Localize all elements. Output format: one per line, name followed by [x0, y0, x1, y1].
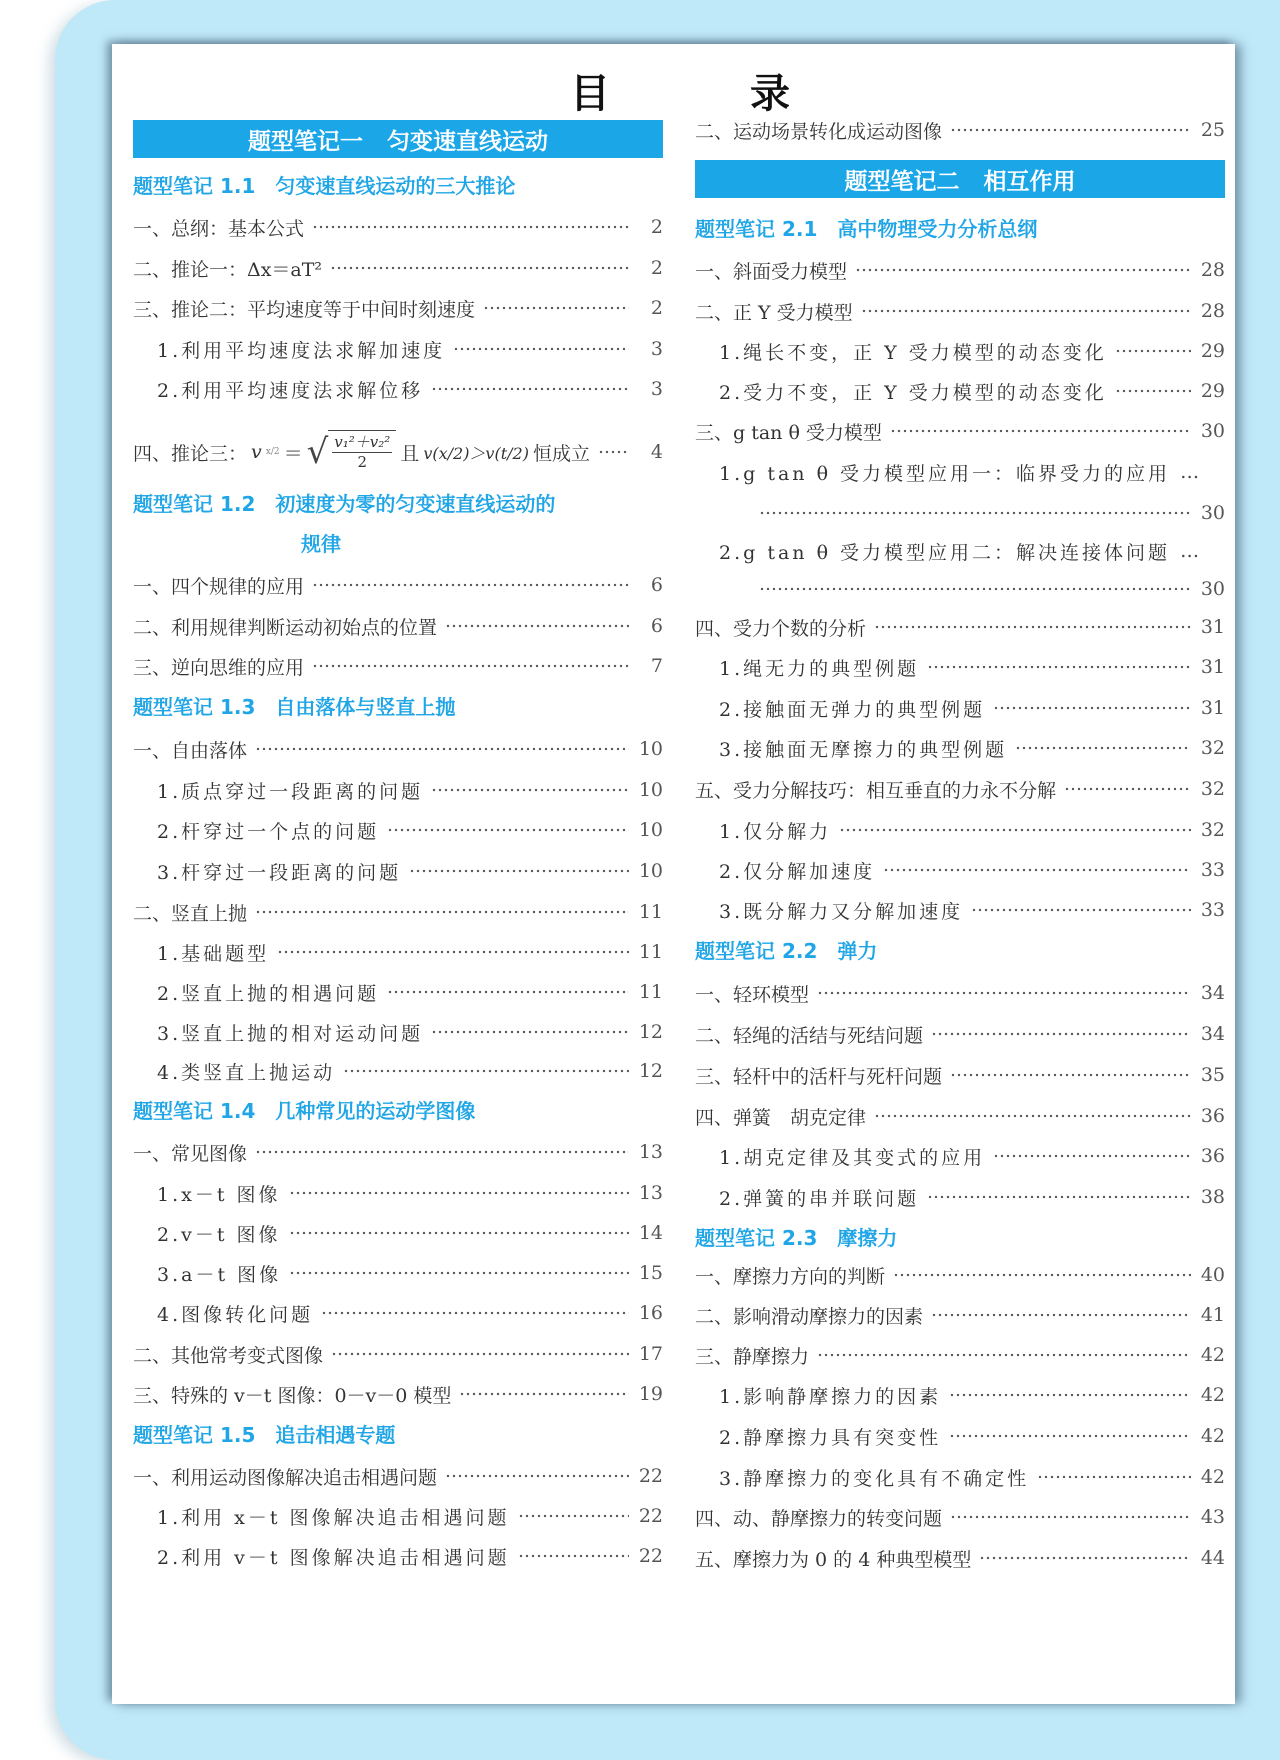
- page-number: 15: [638, 1262, 663, 1284]
- entry-label: 1.利用 x－t 图像解决追击相遇问题: [157, 1506, 510, 1529]
- page-number: 35: [1200, 1064, 1225, 1086]
- leader-dots: [893, 1273, 1191, 1277]
- page-number: 29: [1200, 340, 1225, 362]
- entry-label: 2.利用平均速度法求解位移: [157, 379, 424, 402]
- page-number: 11: [638, 981, 663, 1003]
- leader-dots: [255, 910, 629, 914]
- leader-dots: [321, 1311, 629, 1315]
- leader-dots: [950, 1515, 1191, 1519]
- leader-dots: [1037, 1475, 1191, 1479]
- page-number: 10: [638, 860, 663, 882]
- section-heading-1-1[interactable]: [133, 166, 663, 206]
- toc-entry[interactable]: [133, 1012, 663, 1052]
- page-number: 7: [650, 655, 663, 677]
- section-number: 题型笔记 2.3: [695, 1226, 818, 1250]
- page-number: 4: [650, 441, 663, 463]
- page-number: 41: [1200, 1304, 1225, 1326]
- chapter-name: 相互作用: [983, 168, 1076, 195]
- entry-label: 1.g tan θ 受力模型应用一：临界受力的应用: [719, 462, 1171, 485]
- leader-dots: [459, 1392, 629, 1396]
- section-name: 匀变速直线运动的三大推论: [275, 174, 516, 198]
- page-number: 2: [650, 216, 663, 238]
- entry-label: 2.接触面无弹力的典型例题: [719, 698, 986, 721]
- entry-label: 3.静摩擦力的变化具有不确定性: [719, 1467, 1030, 1490]
- leader-dots: [387, 828, 629, 832]
- leader-dots: [1115, 389, 1191, 393]
- section-heading-1-5[interactable]: [133, 1415, 663, 1455]
- radical-sign: √: [306, 432, 329, 472]
- entry-label: 四、受力个数的分析: [695, 617, 867, 640]
- page-number: 32: [1200, 778, 1225, 800]
- entry-label: 三、g tan θ 受力模型: [695, 421, 882, 444]
- entry-label: 1.x－t 图像: [157, 1183, 281, 1206]
- leader-dots: [289, 1271, 629, 1275]
- entry-label: 三、逆向思维的应用: [133, 656, 305, 679]
- section-name: 摩擦力: [837, 1226, 898, 1250]
- toc-entry[interactable]: [133, 1536, 663, 1576]
- toc-entry[interactable]: [133, 606, 663, 646]
- toc-entry-continuation[interactable]: [695, 569, 1225, 609]
- page-number: 10: [638, 779, 663, 801]
- section-number: 题型笔记 1.5: [133, 1423, 256, 1447]
- entry-label: 二、其他常考变式图像: [133, 1344, 324, 1367]
- chapter-number: 题型笔记一: [248, 128, 363, 155]
- entry-label: 四、动、静摩擦力的转变问题: [695, 1507, 943, 1530]
- toc-entry[interactable]: [695, 1335, 1225, 1375]
- toc-entry[interactable]: [695, 850, 1225, 890]
- leader-dots: [312, 225, 629, 229]
- toc-entry[interactable]: [695, 291, 1225, 331]
- section-number: 题型笔记 1.3: [133, 695, 256, 719]
- page-number: 40: [1200, 1264, 1225, 1286]
- page-number: 22: [638, 1465, 663, 1487]
- toc-entry[interactable]: [695, 728, 1225, 768]
- page-number: 31: [1200, 616, 1225, 638]
- toc-entry-continuation[interactable]: [695, 493, 1225, 533]
- leader-dots: [445, 624, 629, 628]
- toc-entry[interactable]: [695, 769, 1225, 809]
- section-heading-1-2[interactable]: [133, 484, 663, 564]
- page-number: 10: [638, 819, 663, 841]
- leader-dots: [993, 706, 1191, 710]
- leader-dots: [1064, 787, 1191, 791]
- toc-entry[interactable]: [133, 1253, 663, 1293]
- toc-entry[interactable]: [695, 647, 1225, 687]
- entry-label: 二、利用规律判断运动初始点的位置: [133, 616, 438, 639]
- leader-dots: [993, 1154, 1191, 1158]
- toc-entry[interactable]: [695, 1538, 1225, 1578]
- chapter-name: 匀变速直线运动: [387, 128, 548, 155]
- entry-label: 三、特殊的 v－t 图像：0－v－0 模型: [133, 1384, 452, 1407]
- toc-entry[interactable]: [133, 729, 663, 769]
- toc-entry[interactable]: [695, 1096, 1225, 1136]
- page-number: 19: [638, 1383, 663, 1405]
- toc-entry[interactable]: [133, 1051, 663, 1091]
- leader-dots: [255, 1150, 629, 1154]
- entry-label: 二、影响滑动摩擦力的因素: [695, 1305, 924, 1328]
- toc-entry[interactable]: [695, 371, 1225, 411]
- toc-entry[interactable]: [133, 1334, 663, 1374]
- page-number: 38: [1200, 1186, 1225, 1208]
- page-number: 32: [1200, 737, 1225, 759]
- entry-label: 2.v－t 图像: [157, 1223, 281, 1246]
- page-number: 31: [1200, 697, 1225, 719]
- section-heading-1-3[interactable]: [133, 687, 663, 727]
- entry-label: 三、轻杆中的活杆与死杆问题: [695, 1065, 943, 1088]
- leader-dots: [277, 950, 629, 954]
- entry-label: 1.绳无力的典型例题: [719, 657, 920, 680]
- entry-label: 3.杆穿过一段距离的问题: [157, 861, 402, 884]
- entry-label: 三、推论二：平均速度等于中间时刻速度: [133, 298, 476, 321]
- leader-dots: [518, 1554, 629, 1558]
- toc-entry[interactable]: [133, 1132, 663, 1172]
- toc-entry[interactable]: [695, 1255, 1225, 1295]
- entry-label: 1.胡克定律及其变式的应用: [719, 1146, 986, 1169]
- equals-sign: ＝: [283, 442, 303, 465]
- section-name-wrap: 规律: [301, 532, 341, 556]
- sqrt-expression: [307, 430, 397, 474]
- chapter-header-2[interactable]: [695, 160, 1225, 198]
- entry-label: 1.影响静摩擦力的因素: [719, 1385, 942, 1408]
- entry-label: 1.仅分解力: [719, 820, 832, 843]
- entry-label: 一、四个规律的应用: [133, 575, 305, 598]
- leader-dots: [971, 908, 1191, 912]
- page-number: 31: [1200, 656, 1225, 678]
- leader-dots: [312, 583, 629, 587]
- section-name: 自由落体与竖直上抛: [275, 695, 456, 719]
- section-heading-2-2[interactable]: [695, 931, 1225, 971]
- leader-dots: [445, 1474, 629, 1478]
- title-char-1: 目: [570, 71, 610, 117]
- toc-entry-wrapped[interactable]: [695, 452, 1225, 492]
- entry-label: 1.利用平均速度法求解加速度: [157, 339, 446, 362]
- leader-dots: [431, 387, 629, 391]
- page-number: 3: [650, 378, 663, 400]
- leader-dots: [387, 990, 629, 994]
- leader-dots: [453, 347, 629, 351]
- toc-entry[interactable]: [133, 1456, 663, 1496]
- toc-entry-carryover[interactable]: [695, 110, 1225, 150]
- page-number: 6: [650, 574, 663, 596]
- toc-entry[interactable]: [133, 207, 663, 247]
- leader-dots: [409, 869, 629, 873]
- toc-entry[interactable]: [695, 331, 1225, 371]
- entry-label-mid: 且: [400, 442, 420, 465]
- page-number: 17: [638, 1343, 663, 1365]
- toc-entry[interactable]: [695, 250, 1225, 290]
- toc-entry[interactable]: [695, 1457, 1225, 1497]
- section-name: 初速度为零的匀变速直线运动的: [275, 492, 556, 516]
- toc-entry[interactable]: [695, 411, 1225, 451]
- math-variable: v: [251, 441, 262, 463]
- leader-dots: [861, 309, 1191, 313]
- page-number: 11: [638, 941, 663, 963]
- leader-dots: [817, 1353, 1191, 1357]
- section-heading-2-3[interactable]: [695, 1218, 1225, 1258]
- entry-label: 3.竖直上抛的相对运动问题: [157, 1022, 424, 1045]
- toc-entry[interactable]: [695, 1497, 1225, 1537]
- toc-entry[interactable]: [695, 1055, 1225, 1095]
- entry-label: 二、竖直上抛: [133, 902, 248, 925]
- toc-entry-wrapped[interactable]: [695, 531, 1225, 571]
- toc-entry[interactable]: [133, 972, 663, 1012]
- entry-label: 一、摩擦力方向的判断: [695, 1265, 886, 1288]
- page-number: 42: [1200, 1425, 1225, 1447]
- section-number: 题型笔记 2.2: [695, 939, 818, 963]
- toc-entry[interactable]: [133, 892, 663, 932]
- page-number: 10: [638, 738, 663, 760]
- section-number: 题型笔记 2.1: [695, 217, 818, 241]
- entry-label: 五、摩擦力为 0 的 4 种典型模型: [695, 1548, 972, 1571]
- leader-dots: [874, 625, 1191, 629]
- leader-dots: [839, 828, 1191, 832]
- entry-label: 1.基础题型: [157, 942, 270, 965]
- entry-label: 一、斜面受力模型: [695, 260, 848, 283]
- leader-dots: [883, 868, 1191, 872]
- toc-entry[interactable]: [133, 1374, 663, 1414]
- page-number: 30: [1200, 578, 1225, 600]
- toc-entry[interactable]: [133, 810, 663, 850]
- page-number: 6: [650, 615, 663, 637]
- section-heading-1-4[interactable]: [133, 1091, 663, 1131]
- entry-label: 1.绳长不变，正 Y 受力模型的动态变化: [719, 341, 1107, 364]
- formula-label: [133, 430, 590, 474]
- page-number: 34: [1200, 982, 1225, 1004]
- page-number: 13: [638, 1141, 663, 1163]
- page-number: 28: [1200, 259, 1225, 281]
- toc-entry-formula[interactable]: [133, 422, 663, 482]
- page-number: 44: [1200, 1547, 1225, 1569]
- entry-label: 二、运动场景转化成运动图像: [695, 120, 943, 143]
- entry-label: 3.a－t 图像: [157, 1263, 282, 1286]
- toc-entry[interactable]: [695, 1177, 1225, 1217]
- section-name: 几种常见的运动学图像: [275, 1099, 476, 1123]
- page-number: 11: [638, 901, 663, 923]
- leader-dots: [927, 1195, 1191, 1199]
- numerator: v₁²＋v₂²: [334, 433, 391, 451]
- toc-entry[interactable]: [695, 1375, 1225, 1415]
- entry-label: 2.g tan θ 受力模型应用二：解决连接体问题: [719, 541, 1171, 564]
- toc-entry[interactable]: [133, 288, 663, 328]
- chapter-number: 题型笔记二: [844, 168, 960, 195]
- toc-entry[interactable]: [133, 248, 663, 288]
- leader-dots: [927, 665, 1191, 669]
- leader-dots: [289, 1191, 629, 1195]
- toc-entry[interactable]: [133, 1213, 663, 1253]
- leader-dots: [1115, 349, 1191, 353]
- fraction: [328, 430, 396, 474]
- page-number: 42: [1200, 1384, 1225, 1406]
- page-number: 42: [1200, 1344, 1225, 1366]
- denominator: 2: [357, 453, 368, 471]
- toc-entry[interactable]: [695, 1295, 1225, 1335]
- page-number: 3: [650, 338, 663, 360]
- inequality: v(x/2)＞v(t/2): [423, 443, 529, 463]
- entry-label: 2.竖直上抛的相遇问题: [157, 982, 380, 1005]
- ellipsis: …: [1180, 461, 1201, 483]
- section-number: 题型笔记 1.1: [133, 174, 256, 198]
- page-number: 33: [1200, 859, 1225, 881]
- entry-label: 2.弹簧的串并联问题: [719, 1187, 920, 1210]
- toc-entry[interactable]: [133, 932, 663, 972]
- leader-dots: [890, 429, 1191, 433]
- page-number: 16: [638, 1302, 663, 1324]
- page-number: 36: [1200, 1145, 1225, 1167]
- section-name: 高中物理受力分析总纲: [837, 217, 1038, 241]
- leader-dots: [518, 1514, 629, 1518]
- leader-dots: [343, 1069, 629, 1073]
- leader-dots: [950, 1073, 1191, 1077]
- entry-label: 2.利用 v－t 图像解决追击相遇问题: [157, 1546, 510, 1569]
- toc-entry[interactable]: [695, 607, 1225, 647]
- entry-label: 2.杆穿过一个点的问题: [157, 820, 380, 843]
- entry-label: 二、推论一：Δx＝aT²: [133, 258, 323, 281]
- leader-dots: [931, 1032, 1191, 1036]
- section-name: 追击相遇专题: [275, 1423, 396, 1447]
- page-number: 32: [1200, 819, 1225, 841]
- page-number: 30: [1200, 502, 1225, 524]
- entry-label: 一、总纲：基本公式: [133, 217, 305, 240]
- section-number: 题型笔记 1.4: [133, 1099, 256, 1123]
- entry-label: 3.既分解力又分解加速度: [719, 900, 964, 923]
- chapter-header-1[interactable]: [133, 120, 663, 158]
- leader-dots: [931, 1313, 1191, 1317]
- toc-entry[interactable]: [133, 770, 663, 810]
- leader-dots: [950, 128, 1191, 132]
- leader-dots: [598, 450, 629, 454]
- ellipsis: …: [1180, 540, 1201, 562]
- toc-entry[interactable]: [133, 1293, 663, 1333]
- entry-label: 一、常见图像: [133, 1142, 248, 1165]
- entry-label: 4.图像转化问题: [157, 1303, 314, 1326]
- entry-label: 五、受力分解技巧：相互垂直的力永不分解: [695, 779, 1057, 802]
- entry-label: 四、弹簧 胡克定律: [695, 1106, 867, 1129]
- entry-label: 一、轻环模型: [695, 983, 810, 1006]
- leader-dots: [759, 511, 1191, 515]
- toc-entry[interactable]: [133, 329, 663, 369]
- toc-entry[interactable]: [695, 1416, 1225, 1456]
- toc-entry[interactable]: [695, 688, 1225, 728]
- page-number: 25: [1200, 119, 1225, 141]
- page-number: 14: [638, 1222, 663, 1244]
- toc-entry[interactable]: [695, 890, 1225, 930]
- entry-label: 2.静摩擦力具有突变性: [719, 1426, 942, 1449]
- leader-dots: [855, 268, 1191, 272]
- page-number: 2: [650, 257, 663, 279]
- toc-entry[interactable]: [695, 1014, 1225, 1054]
- page-number: 22: [638, 1505, 663, 1527]
- entry-label: 3.接触面无摩擦力的典型例题: [719, 738, 1008, 761]
- toc-entry[interactable]: [133, 851, 663, 891]
- entry-label: 一、利用运动图像解决追击相遇问题: [133, 1466, 438, 1489]
- toc-entry[interactable]: [133, 1173, 663, 1213]
- math-subscript: x/2: [265, 447, 280, 457]
- leader-dots: [255, 747, 629, 751]
- leader-dots: [483, 306, 629, 310]
- toc-entry[interactable]: [133, 1496, 663, 1536]
- page-number: 30: [1200, 420, 1225, 442]
- leader-dots: [949, 1434, 1191, 1438]
- toc-entry[interactable]: [133, 646, 663, 686]
- section-name: 弹力: [837, 939, 878, 963]
- leader-dots: [289, 1231, 629, 1235]
- entry-label: 2.受力不变，正 Y 受力模型的动态变化: [719, 381, 1107, 404]
- page-number: 2: [650, 297, 663, 319]
- entry-label: 4.类竖直上抛运动: [157, 1061, 336, 1084]
- leader-dots: [330, 266, 629, 270]
- entry-label: 二、正 Y 受力模型: [695, 301, 853, 324]
- leader-dots: [817, 991, 1191, 995]
- entry-label: 二、轻绳的活结与死结问题: [695, 1024, 924, 1047]
- toc-entry[interactable]: [133, 369, 663, 409]
- page-number: 28: [1200, 300, 1225, 322]
- entry-label-suffix: 恒成立: [532, 442, 590, 465]
- title-char-2: 录: [750, 71, 790, 117]
- leader-dots: [312, 664, 629, 668]
- page-number: 12: [638, 1060, 663, 1082]
- leader-dots: [1015, 746, 1191, 750]
- section-heading-2-1[interactable]: [695, 209, 1225, 249]
- page-number: 33: [1200, 899, 1225, 921]
- toc-entry[interactable]: [695, 1136, 1225, 1176]
- toc-entry[interactable]: [133, 565, 663, 605]
- entry-label: 三、静摩擦力: [695, 1345, 810, 1368]
- page-number: 29: [1200, 380, 1225, 402]
- page-number: 12: [638, 1021, 663, 1043]
- toc-entry[interactable]: [695, 973, 1225, 1013]
- entry-label-prefix: 四、推论三：: [133, 442, 248, 465]
- page-number: 42: [1200, 1466, 1225, 1488]
- leader-dots: [979, 1556, 1191, 1560]
- entry-label: 1.质点穿过一段距离的问题: [157, 780, 424, 803]
- entry-label: 2.仅分解加速度: [719, 860, 876, 883]
- leader-dots: [874, 1114, 1191, 1118]
- page-number: 13: [638, 1182, 663, 1204]
- entry-label: 一、自由落体: [133, 739, 248, 762]
- page-number: 43: [1200, 1506, 1225, 1528]
- leader-dots: [759, 587, 1191, 591]
- page-number: 22: [638, 1545, 663, 1567]
- leader-dots: [949, 1393, 1191, 1397]
- section-number: 题型笔记 1.2: [133, 492, 256, 516]
- toc-entry[interactable]: [695, 810, 1225, 850]
- leader-dots: [431, 1030, 629, 1034]
- page-number: 36: [1200, 1105, 1225, 1127]
- page-number: 34: [1200, 1023, 1225, 1045]
- leader-dots: [431, 788, 629, 792]
- leader-dots: [331, 1352, 629, 1356]
